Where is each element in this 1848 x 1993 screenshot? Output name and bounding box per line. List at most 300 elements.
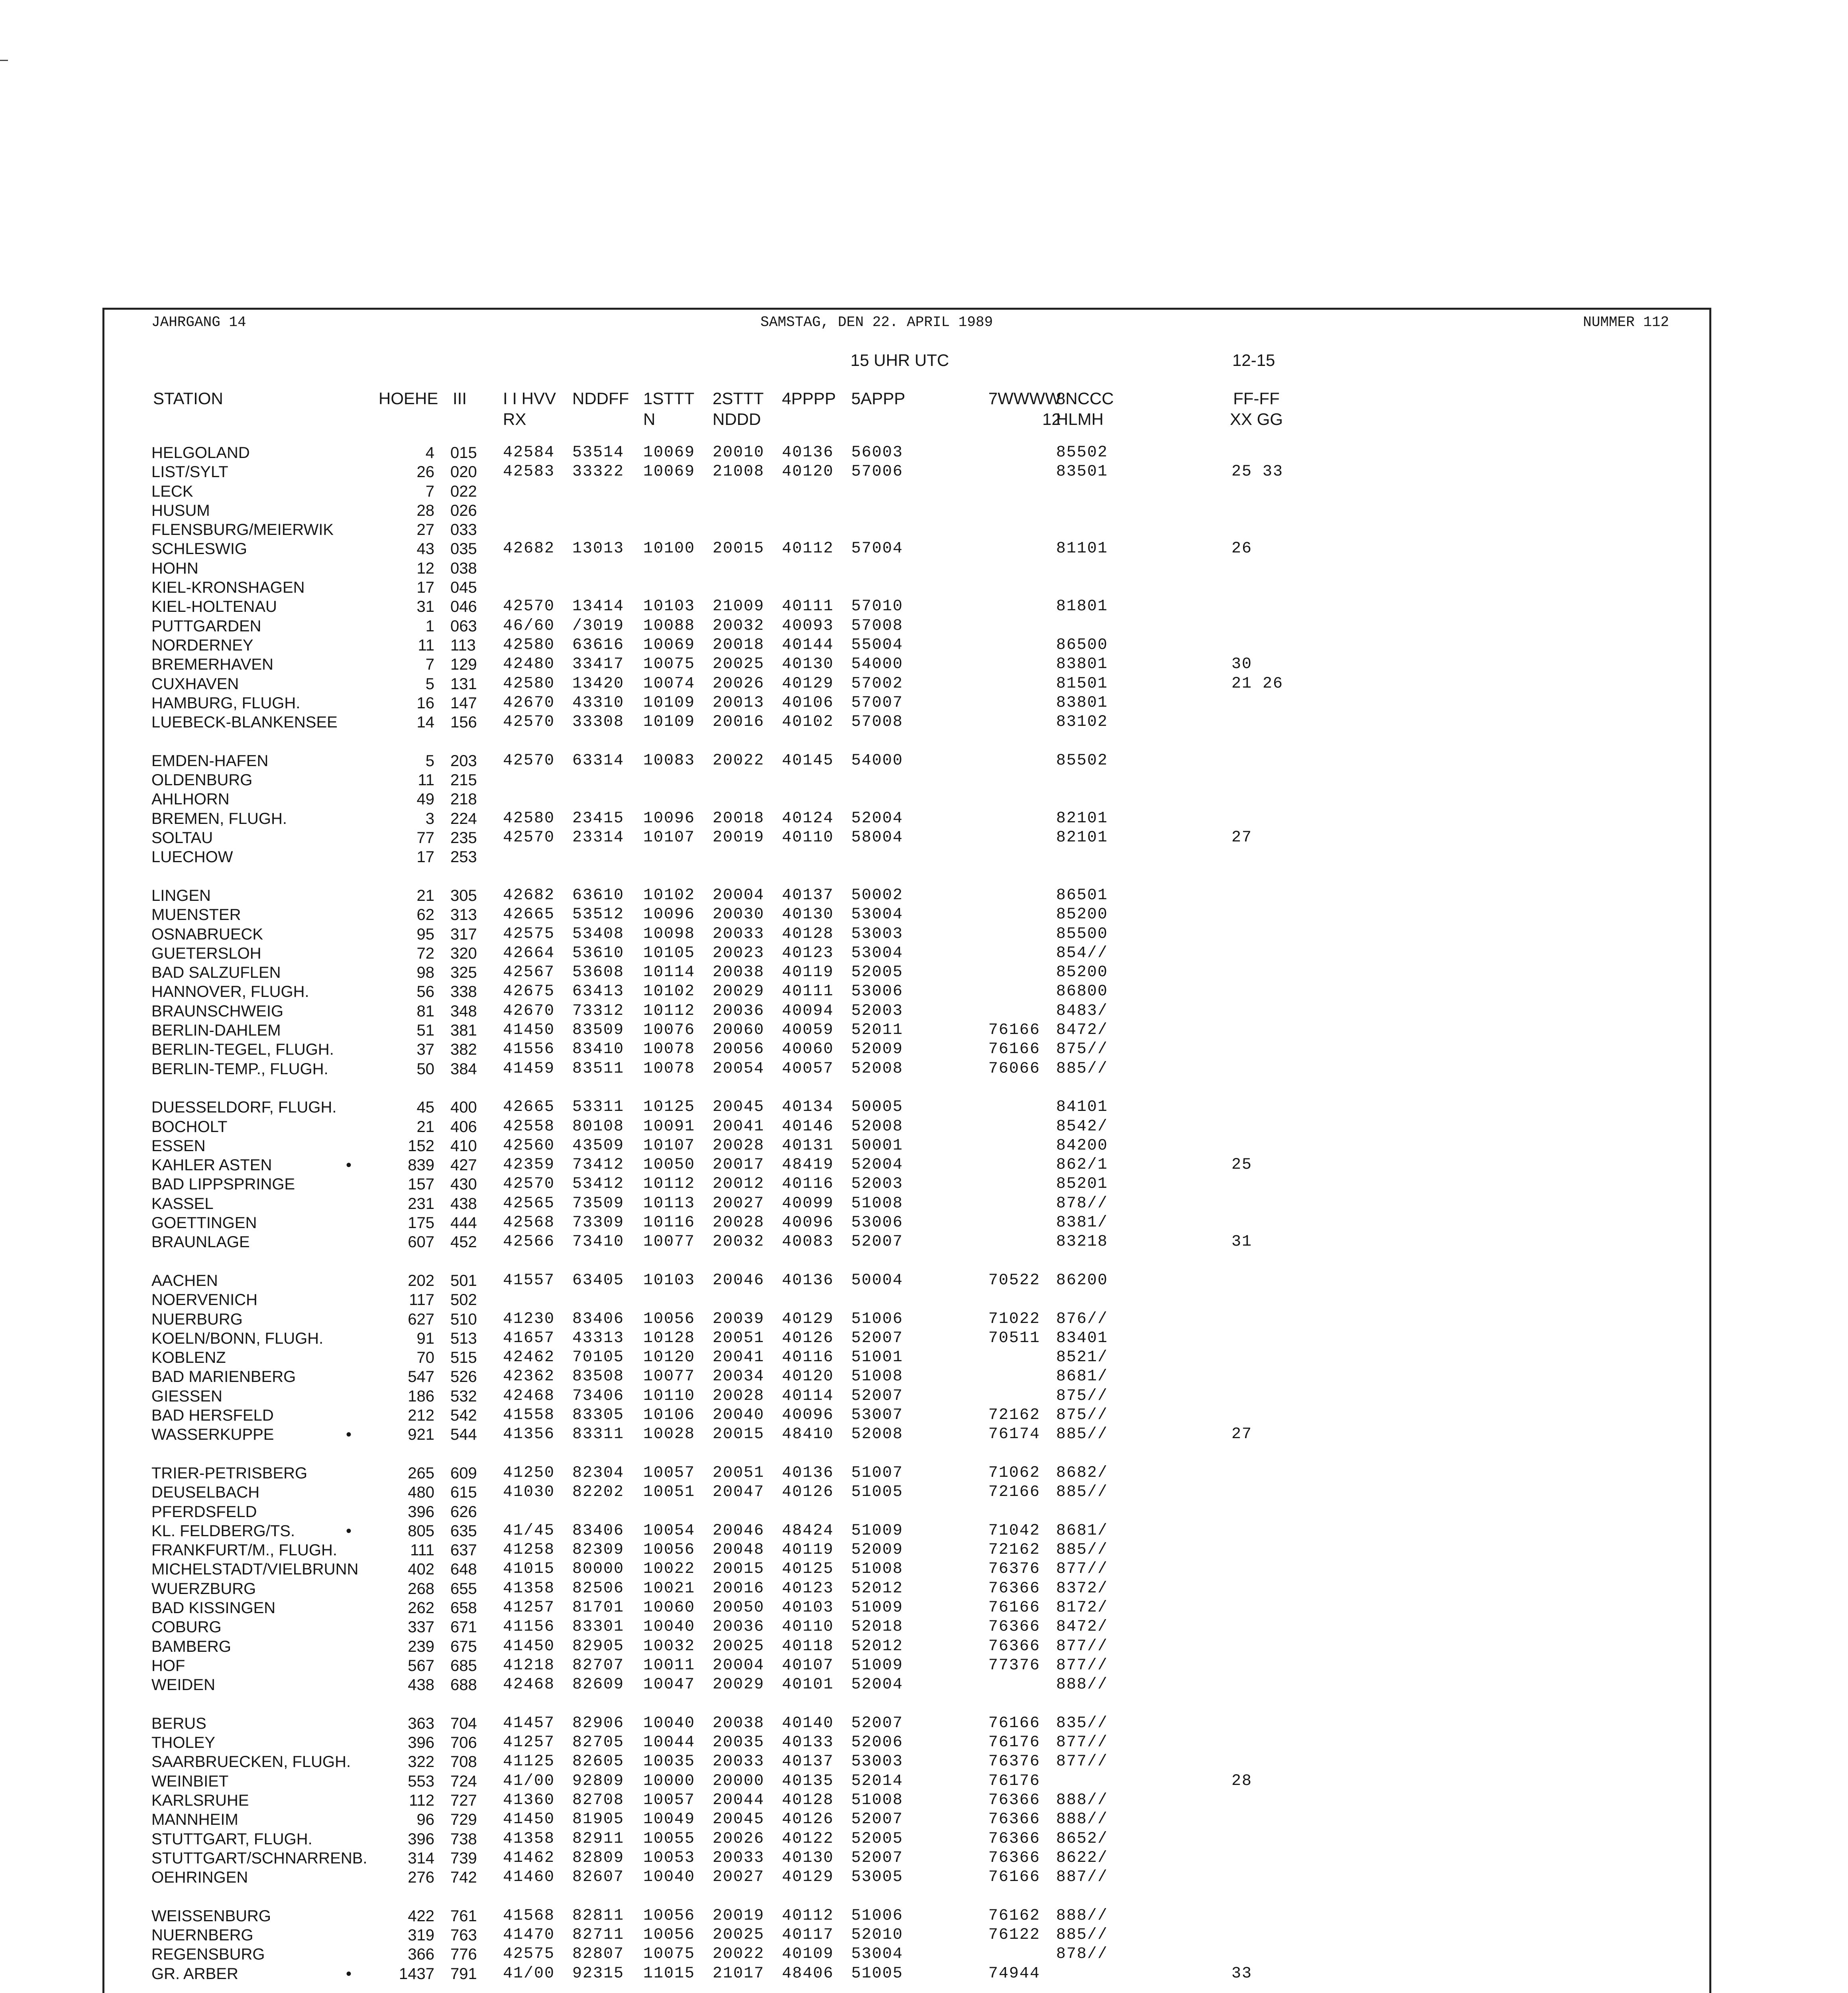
group-2sttt: 21017 xyxy=(713,1965,765,1983)
group-5appp: 52018 xyxy=(851,1618,903,1636)
group-ihvv: 41/00 xyxy=(503,1772,555,1790)
group-ihvv: 41015 xyxy=(503,1560,555,1578)
group-ihvv: 42575 xyxy=(503,1945,555,1963)
group-1sttt: 10103 xyxy=(643,598,695,615)
station-id: 648 xyxy=(450,1561,477,1578)
group-1sttt: 11015 xyxy=(643,1965,695,1983)
group-5appp: 52009 xyxy=(851,1541,903,1559)
table-row xyxy=(0,1175,1848,1194)
group-1sttt: 10056 xyxy=(643,1907,695,1925)
table-row xyxy=(0,655,1848,674)
group-ffff: 30 xyxy=(1231,655,1253,673)
station-id: 513 xyxy=(450,1330,477,1347)
group-1sttt: 10022 xyxy=(643,1560,695,1578)
group-5appp: 51006 xyxy=(851,1907,903,1925)
station-id: 382 xyxy=(450,1041,477,1058)
station-height: 231 xyxy=(408,1195,434,1213)
group-8nccc: 85502 xyxy=(1056,444,1108,462)
group-1sttt: 10040 xyxy=(643,1714,695,1732)
group-5appp: 52012 xyxy=(851,1637,903,1655)
group-2sttt: 20026 xyxy=(713,675,765,693)
group-1sttt: 10110 xyxy=(643,1387,695,1405)
group-nddff: 53610 xyxy=(572,944,625,962)
group-4pppp: 40146 xyxy=(782,1118,834,1136)
group-2sttt: 20016 xyxy=(713,1580,765,1598)
station-name: LUECHOW xyxy=(151,848,233,866)
group-1sttt: 10000 xyxy=(643,1772,695,1790)
station-name: LUEBECK-BLANKENSEE xyxy=(151,713,338,731)
group-ihvv: 42570 xyxy=(503,1175,555,1193)
group-5appp: 52007 xyxy=(851,1849,903,1867)
station-height: 51 xyxy=(416,1022,434,1039)
group-1sttt: 10077 xyxy=(643,1233,695,1251)
station-name: SCHLESWIG xyxy=(151,540,247,558)
station-id: 685 xyxy=(450,1657,477,1675)
group-8nccc: 85200 xyxy=(1056,906,1108,924)
group-8nccc: 8652/ xyxy=(1056,1830,1108,1848)
table-row xyxy=(0,1618,1848,1637)
station-id: 658 xyxy=(450,1599,477,1617)
station-id: 738 xyxy=(450,1830,477,1848)
station-name: BAD LIPPSPRINGE xyxy=(151,1175,295,1193)
group-1sttt: 10069 xyxy=(643,444,695,462)
group-5appp: 53003 xyxy=(851,1753,903,1771)
group-4pppp: 40112 xyxy=(782,540,834,558)
station-id: 532 xyxy=(450,1388,477,1405)
group-5appp: 51009 xyxy=(851,1522,903,1540)
group-1sttt: 10021 xyxy=(643,1580,695,1598)
group-8nccc: 85201 xyxy=(1056,1175,1108,1193)
station-name: FLENSBURG/MEIERWIK xyxy=(151,521,334,539)
station-id: 761 xyxy=(450,1907,477,1925)
group-8nccc: 888// xyxy=(1056,1810,1108,1828)
station-height: 21 xyxy=(416,1118,434,1136)
group-5appp: 57008 xyxy=(851,713,903,731)
group-7wwww: 76366 xyxy=(988,1849,1041,1867)
group-1sttt: 10054 xyxy=(643,1522,695,1540)
station-name: FRANKFURT/M., FLUGH. xyxy=(151,1541,337,1559)
station-id: 235 xyxy=(450,829,477,847)
group-2sttt: 20015 xyxy=(713,1560,765,1578)
group-ihvv: 41218 xyxy=(503,1657,555,1675)
group-ihvv: 41250 xyxy=(503,1464,555,1482)
group-4pppp: 40119 xyxy=(782,1541,834,1559)
station-height: 5 xyxy=(425,752,434,770)
station-name: MANNHEIM xyxy=(151,1811,238,1828)
group-2sttt: 20030 xyxy=(713,906,765,924)
group-4pppp: 40129 xyxy=(782,675,834,693)
station-name: HAMBURG, FLUGH. xyxy=(151,694,300,712)
group-4pppp: 40136 xyxy=(782,1272,834,1289)
station-id: 763 xyxy=(450,1926,477,1944)
group-5appp: 54000 xyxy=(851,752,903,770)
group-4pppp: 40099 xyxy=(782,1195,834,1213)
station-id: 727 xyxy=(450,1792,477,1809)
group-5appp: 55004 xyxy=(851,636,903,654)
group-1sttt: 10105 xyxy=(643,944,695,962)
group-nddff: 63314 xyxy=(572,752,625,770)
station-id: 215 xyxy=(450,771,477,789)
station-name: KAHLER ASTEN xyxy=(151,1156,272,1174)
group-nddff: 83406 xyxy=(572,1310,625,1328)
group-1sttt: 10040 xyxy=(643,1618,695,1636)
table-row xyxy=(0,790,1848,809)
group-4pppp: 40123 xyxy=(782,944,834,962)
group-2sttt: 20046 xyxy=(713,1522,765,1540)
table-row xyxy=(0,1232,1848,1252)
group-2sttt: 20029 xyxy=(713,983,765,1000)
group-8nccc: 885// xyxy=(1056,1541,1108,1559)
group-4pppp: 40059 xyxy=(782,1021,834,1039)
table-row xyxy=(0,1194,1848,1213)
group-1sttt: 10109 xyxy=(643,694,695,712)
group-4pppp: 40110 xyxy=(782,1618,834,1636)
group-5appp: 50004 xyxy=(851,1272,903,1289)
station-id: 224 xyxy=(450,810,477,827)
group-2sttt: 20060 xyxy=(713,1021,765,1039)
group-1sttt: 10075 xyxy=(643,1945,695,1963)
group-ihvv: 41258 xyxy=(503,1541,555,1559)
group-5appp: 52007 xyxy=(851,1810,903,1828)
station-name: AACHEN xyxy=(151,1272,218,1289)
group-7wwww: 76166 xyxy=(988,1868,1041,1886)
station-height: 314 xyxy=(408,1850,434,1867)
group-5appp: 57002 xyxy=(851,675,903,693)
table-row xyxy=(0,462,1848,482)
table-row xyxy=(0,1926,1848,1945)
group-ffff: 25 xyxy=(1231,1156,1253,1174)
group-ihvv: 42570 xyxy=(503,829,555,847)
station-height: 202 xyxy=(408,1272,434,1289)
group-1sttt: 10107 xyxy=(643,1137,695,1155)
group-5appp: 50005 xyxy=(851,1098,903,1116)
group-4pppp: 40128 xyxy=(782,925,834,943)
station-name: KIEL-KRONSHAGEN xyxy=(151,579,305,596)
station-id: 113 xyxy=(450,637,476,654)
station-height: 268 xyxy=(408,1580,434,1598)
group-8nccc: 877// xyxy=(1056,1637,1108,1655)
table-row xyxy=(0,1541,1848,1560)
station-name: ESSEN xyxy=(151,1137,206,1155)
table-row xyxy=(0,1425,1848,1444)
group-5appp: 51005 xyxy=(851,1483,903,1501)
group-nddff: 53512 xyxy=(572,906,625,924)
group-8nccc: 86200 xyxy=(1056,1272,1108,1289)
group-2sttt: 20038 xyxy=(713,963,765,981)
date-label: SAMSTAG, DEN 22. APRIL 1989 xyxy=(760,314,993,330)
table-row xyxy=(0,1329,1848,1348)
group-1sttt: 10078 xyxy=(643,1060,695,1078)
station-height: 480 xyxy=(408,1484,434,1501)
group-5appp: 52003 xyxy=(851,1002,903,1020)
group-2sttt: 20025 xyxy=(713,1637,765,1655)
group-1sttt: 10056 xyxy=(643,1926,695,1944)
group-5appp: 52005 xyxy=(851,1830,903,1848)
group-5appp: 50001 xyxy=(851,1137,903,1155)
group-8nccc: 8372/ xyxy=(1056,1580,1108,1598)
group-8nccc: 888// xyxy=(1056,1676,1108,1694)
group-5appp: 52012 xyxy=(851,1580,903,1598)
group-nddff: 33322 xyxy=(572,463,625,481)
group-7wwww: 71042 xyxy=(988,1522,1041,1540)
station-height: 152 xyxy=(408,1137,434,1155)
group-nddff: 70105 xyxy=(572,1348,625,1366)
group-5appp: 53003 xyxy=(851,925,903,943)
station-name: BAMBERG xyxy=(151,1638,232,1655)
mountain-marker: • xyxy=(346,1522,352,1540)
table-row xyxy=(0,1830,1848,1849)
station-name: LINGEN xyxy=(151,887,211,904)
group-1sttt: 10102 xyxy=(643,886,695,904)
group-2sttt: 20000 xyxy=(713,1772,765,1790)
group-2sttt: 20051 xyxy=(713,1329,765,1347)
group-nddff: 23415 xyxy=(572,810,625,827)
station-name: HELGOLAND xyxy=(151,444,250,462)
table-row xyxy=(0,1367,1848,1386)
group-5appp: 53004 xyxy=(851,1945,903,1963)
mountain-marker: • xyxy=(346,1156,352,1174)
group-2sttt: 20032 xyxy=(713,617,765,635)
group-7wwww: 77376 xyxy=(988,1657,1041,1675)
group-1sttt: 10098 xyxy=(643,925,695,943)
table-row xyxy=(0,1907,1848,1926)
group-7wwww: 71022 xyxy=(988,1310,1041,1328)
group-1sttt: 10128 xyxy=(643,1329,695,1347)
group-5appp: 57007 xyxy=(851,694,903,712)
group-ihvv: 42580 xyxy=(503,810,555,827)
station-name: NUERBURG xyxy=(151,1311,243,1328)
group-8nccc: 8682/ xyxy=(1056,1464,1108,1482)
station-name: HUSUM xyxy=(151,502,210,519)
group-2sttt: 20036 xyxy=(713,1002,765,1020)
station-id: 381 xyxy=(450,1022,477,1039)
group-nddff: 43509 xyxy=(572,1137,625,1155)
group-ihvv: 42480 xyxy=(503,655,555,673)
group-4pppp: 40130 xyxy=(782,906,834,924)
station-name: SOLTAU xyxy=(151,829,213,847)
group-4pppp: 40145 xyxy=(782,752,834,770)
group-1sttt: 10044 xyxy=(643,1734,695,1751)
group-ihvv: 41558 xyxy=(503,1406,555,1424)
station-name: SAARBRUECKEN, FLUGH. xyxy=(151,1753,351,1771)
station-height: 72 xyxy=(416,945,434,962)
group-7wwww: 76122 xyxy=(988,1926,1041,1944)
station-name: DEUSELBACH xyxy=(151,1484,260,1501)
station-name: NUERNBERG xyxy=(151,1926,253,1944)
station-height: 402 xyxy=(408,1561,434,1578)
group-2sttt: 20034 xyxy=(713,1368,765,1386)
group-2sttt: 20038 xyxy=(713,1714,765,1732)
group-5appp: 53006 xyxy=(851,983,903,1000)
group-1sttt: 10076 xyxy=(643,1021,695,1039)
table-row xyxy=(0,886,1848,905)
group-ihvv: 41557 xyxy=(503,1272,555,1289)
group-ihvv: 41358 xyxy=(503,1830,555,1848)
group-4pppp: 40096 xyxy=(782,1406,834,1424)
group-2sttt: 20013 xyxy=(713,694,765,712)
group-ffff: 26 xyxy=(1231,540,1253,558)
group-5appp: 58004 xyxy=(851,829,903,847)
group-2sttt: 20028 xyxy=(713,1387,765,1405)
station-name: OLDENBURG xyxy=(151,771,253,789)
group-7wwww: 76366 xyxy=(988,1830,1041,1848)
station-name: BERUS xyxy=(151,1715,206,1732)
table-row xyxy=(0,944,1848,963)
group-nddff: 82309 xyxy=(572,1541,625,1559)
group-ihvv: 41/00 xyxy=(503,1965,555,1983)
group-7wwww: 76366 xyxy=(988,1618,1041,1636)
group-nddff: 43310 xyxy=(572,694,625,712)
group-2sttt: 20051 xyxy=(713,1464,765,1482)
group-8nccc: 8472/ xyxy=(1056,1618,1108,1636)
group-5appp: 54000 xyxy=(851,655,903,673)
table-row xyxy=(0,636,1848,655)
group-nddff: /3019 xyxy=(572,617,625,635)
table-row xyxy=(0,559,1848,578)
group-ihvv: 42675 xyxy=(503,983,555,1000)
group-4pppp: 40083 xyxy=(782,1233,834,1251)
group-ihvv: 42468 xyxy=(503,1676,555,1694)
table-row xyxy=(0,482,1848,501)
group-ihvv: 41462 xyxy=(503,1849,555,1867)
table-row xyxy=(0,1290,1848,1309)
group-4pppp: 40129 xyxy=(782,1868,834,1886)
table-row xyxy=(0,1868,1848,1887)
group-1sttt: 10011 xyxy=(643,1657,695,1675)
group-nddff: 82202 xyxy=(572,1483,625,1501)
group-nddff: 63413 xyxy=(572,983,625,1000)
table-row xyxy=(0,1637,1848,1656)
group-5appp: 52004 xyxy=(851,1156,903,1174)
station-name: STUTTGART/SCHNARRENB. xyxy=(151,1850,367,1867)
group-5appp: 53004 xyxy=(851,944,903,962)
station-id: 615 xyxy=(450,1484,477,1501)
group-2sttt: 20044 xyxy=(713,1791,765,1809)
station-height: 239 xyxy=(408,1638,434,1655)
table-row xyxy=(0,1791,1848,1810)
group-ihvv: 42584 xyxy=(503,444,555,462)
group-5appp: 52007 xyxy=(851,1714,903,1732)
table-row xyxy=(0,1714,1848,1733)
station-name: DUESSELDORF, FLUGH. xyxy=(151,1099,337,1116)
group-ihvv: 42682 xyxy=(503,886,555,904)
group-2sttt: 20028 xyxy=(713,1214,765,1232)
station-id: 688 xyxy=(450,1676,477,1694)
station-height: 45 xyxy=(416,1099,434,1116)
group-5appp: 51008 xyxy=(851,1791,903,1809)
group-8nccc: 875// xyxy=(1056,1406,1108,1424)
station-id: 022 xyxy=(450,483,477,500)
group-ihvv: 41450 xyxy=(503,1810,555,1828)
group-4pppp: 40093 xyxy=(782,617,834,635)
group-7wwww: 72166 xyxy=(988,1483,1041,1501)
group-5appp: 52008 xyxy=(851,1118,903,1136)
group-nddff: 83509 xyxy=(572,1021,625,1039)
station-name: NORDERNEY xyxy=(151,637,253,654)
group-4pppp: 40120 xyxy=(782,1368,834,1386)
group-5appp: 53005 xyxy=(851,1868,903,1886)
group-2sttt: 20035 xyxy=(713,1734,765,1751)
table-row xyxy=(0,1810,1848,1829)
group-2sttt: 20033 xyxy=(713,925,765,943)
col-4pppp: 4PPPP xyxy=(782,389,836,408)
station-height: 16 xyxy=(416,694,434,712)
table-row xyxy=(0,1059,1848,1079)
table-row xyxy=(0,1117,1848,1136)
group-5appp: 53006 xyxy=(851,1214,903,1232)
group-nddff: 63405 xyxy=(572,1272,625,1289)
station-name: BREMERHAVEN xyxy=(151,656,273,673)
station-height: 422 xyxy=(408,1907,434,1925)
station-name: KASSEL xyxy=(151,1195,214,1213)
group-nddff: 82906 xyxy=(572,1714,625,1732)
station-name: WEIDEN xyxy=(151,1676,215,1694)
station-id: 320 xyxy=(450,945,477,962)
station-height: 805 xyxy=(408,1522,434,1540)
col-8nccc: 8NCCC HLMH xyxy=(1056,389,1114,428)
group-1sttt: 10057 xyxy=(643,1791,695,1809)
group-8nccc: 877// xyxy=(1056,1753,1108,1771)
group-8nccc: 875// xyxy=(1056,1387,1108,1405)
group-4pppp: 40119 xyxy=(782,963,834,981)
group-7wwww: 74944 xyxy=(988,1965,1041,1983)
group-4pppp: 40130 xyxy=(782,1849,834,1867)
station-name: BRAUNLAGE xyxy=(151,1233,250,1251)
col-station: STATION xyxy=(153,389,223,408)
station-id: 430 xyxy=(450,1175,477,1193)
station-id: 147 xyxy=(450,694,477,712)
table-row xyxy=(0,1598,1848,1618)
group-2sttt: 20025 xyxy=(713,1926,765,1944)
group-8nccc: 85500 xyxy=(1056,925,1108,943)
table-row xyxy=(0,1964,1848,1983)
group-7wwww: 72162 xyxy=(988,1541,1041,1559)
group-7wwww: 76162 xyxy=(988,1907,1041,1925)
station-height: 157 xyxy=(408,1175,434,1193)
group-8nccc: 854// xyxy=(1056,944,1108,962)
group-4pppp: 40057 xyxy=(782,1060,834,1078)
col-hoehe: HOEHE xyxy=(379,389,438,408)
group-8nccc: 888// xyxy=(1056,1907,1108,1925)
group-4pppp: 48419 xyxy=(782,1156,834,1174)
station-height: 396 xyxy=(408,1734,434,1751)
group-ihvv: 41125 xyxy=(503,1753,555,1771)
group-ihvv: 41657 xyxy=(503,1329,555,1347)
group-ffff: 21 26 xyxy=(1231,675,1284,693)
group-ihvv: 42570 xyxy=(503,713,555,731)
station-name: BERLIN-TEGEL, FLUGH. xyxy=(151,1041,334,1058)
table-row xyxy=(0,1560,1848,1579)
station-id: 129 xyxy=(450,656,477,673)
station-id: 724 xyxy=(450,1773,477,1790)
group-8nccc: 885// xyxy=(1056,1060,1108,1078)
group-2sttt: 20046 xyxy=(713,1272,765,1289)
table-row xyxy=(0,1387,1848,1406)
group-2sttt: 20015 xyxy=(713,540,765,558)
station-name: HOHN xyxy=(151,560,198,577)
group-4pppp: 40106 xyxy=(782,694,834,712)
group-8nccc: 83102 xyxy=(1056,713,1108,731)
station-name: GUETERSLOH xyxy=(151,945,261,962)
station-height: 627 xyxy=(408,1311,434,1328)
group-1sttt: 10100 xyxy=(643,540,695,558)
station-name: BAD MARIENBERG xyxy=(151,1368,296,1386)
col-2sttt: 2STTT NDDD xyxy=(713,389,764,428)
station-height: 26 xyxy=(416,463,434,481)
station-height: 17 xyxy=(416,579,434,596)
group-1sttt: 10056 xyxy=(643,1541,695,1559)
group-4pppp: 40120 xyxy=(782,463,834,481)
